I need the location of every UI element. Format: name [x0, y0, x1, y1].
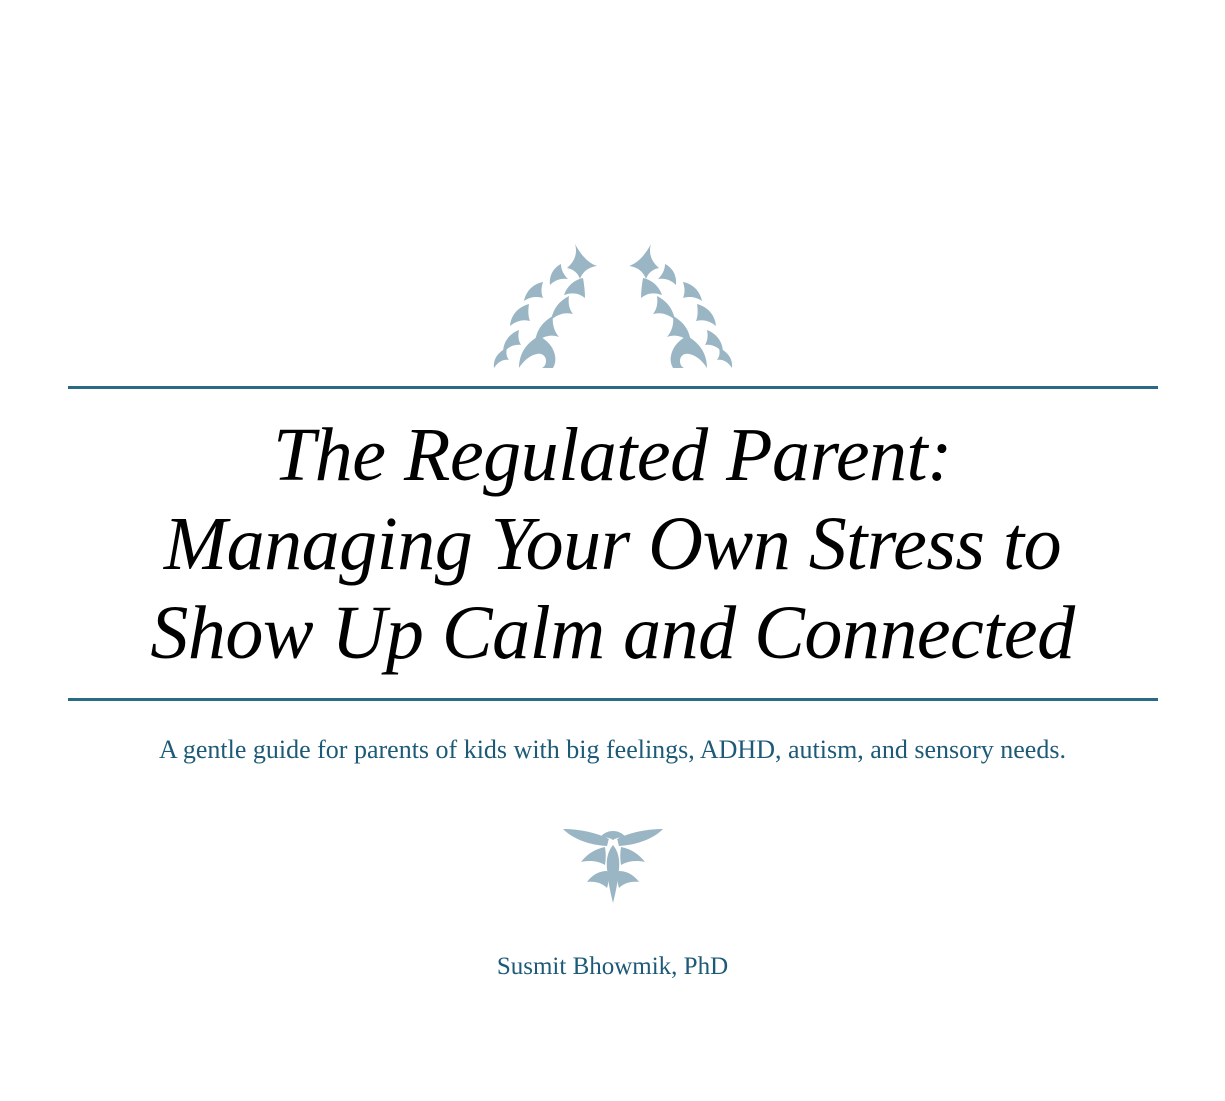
title-block — [0, 228, 1225, 1006]
document-subtitle: A gentle guide for parents of kids with big feelings, ADHD, autism, and sensory needs. — [159, 734, 1066, 764]
bottom-ornament — [0, 809, 1225, 905]
page-title — [43, 411, 1183, 678]
title-line-3: Show Up Calm and Connected — [150, 590, 1075, 675]
title-line-2: Managing Your Own Stress to — [163, 501, 1062, 586]
top-ornament — [0, 228, 1225, 368]
mirrored-leaf-flourish-icon — [483, 238, 743, 368]
title-top-rule — [68, 386, 1158, 389]
author-name: Susmit Bhowmik, PhD — [496, 952, 729, 980]
title-bottom-rule — [68, 698, 1158, 701]
leaf-sprig-icon — [543, 811, 683, 903]
title-line-1: The Regulated Parent: — [273, 413, 952, 497]
